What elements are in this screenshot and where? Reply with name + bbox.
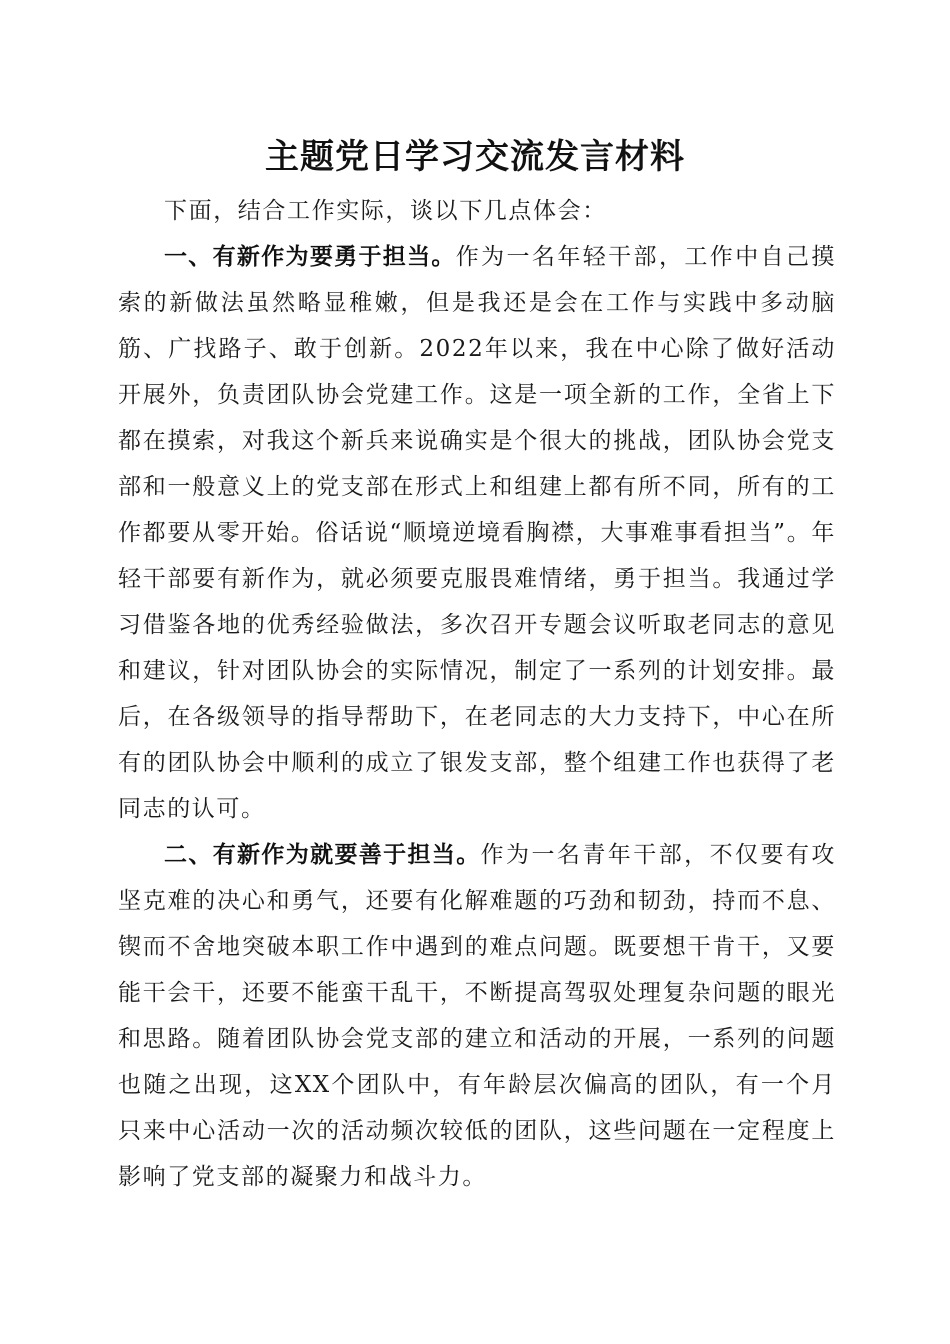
document-title: 主题党日学习交流发言材料	[265, 137, 685, 177]
section-paragraph-2	[118, 832, 836, 1200]
section-heading-2: 二、有新作为就要善于担当。	[164, 842, 481, 868]
document-body	[118, 188, 836, 1200]
section-paragraph-1	[118, 234, 836, 832]
intro-paragraph: 下面，结合工作实际，谈以下几点体会：	[164, 198, 607, 224]
section-text-2: 作为一名青年干部，不仅要有攻坚克难的决心和勇气，还要有化解难题的巧劲和韧劲，持而不息、锲而不舍地突破本职工作中遇到的难点问题。既要想干肯干，又要能干会干，还要不能蛮干乱干，不断提高驾驭处理复杂问题的眼光和思路。随着团队协会党支部的建立和活动的开展，一系列的问题也随之出现，这XX个团队中，有年龄层次偏高的团队，有一个月只来中心活动一次的活动频次较低的团队，这些问题在一定程度上影响了党支部的凝聚力和战斗力。	[118, 842, 836, 1190]
section-heading-1: 一、有新作为要勇于担当。	[164, 244, 456, 270]
section-text-1: 作为一名年轻干部，工作中自己摸索的新做法虽然略显稚嫩，但是我还是会在工作与实践中多动脑筋、广找路子、敢于创新。2022年以来，我在中心除了做好活动开展外，负责团队协会党建工作。这是一项全新的工作，全省上下都在摸索，对我这个新兵来说确实是个很大的挑战，团队协会党支部和一般意义上的党支部在形式上和组建上都有所不同，所有的工作都要从零开始。俗话说“顺境逆境看胸襟，大事难事看担当”。年轻干部要有新作为，就必须要克服畏难情绪，勇于担当。我通过学习借鉴各地的优秀经验做法，多次召开专题会议听取老同志的意见和建议，针对团队协会的实际情况，制定了一系列的计划安排。最后，在各级领导的指导帮助下，在老同志的大力支持下，中心在所有的团队协会中顺利的成立了银发支部，整个组建工作也获得了老同志的认可。	[118, 244, 837, 822]
